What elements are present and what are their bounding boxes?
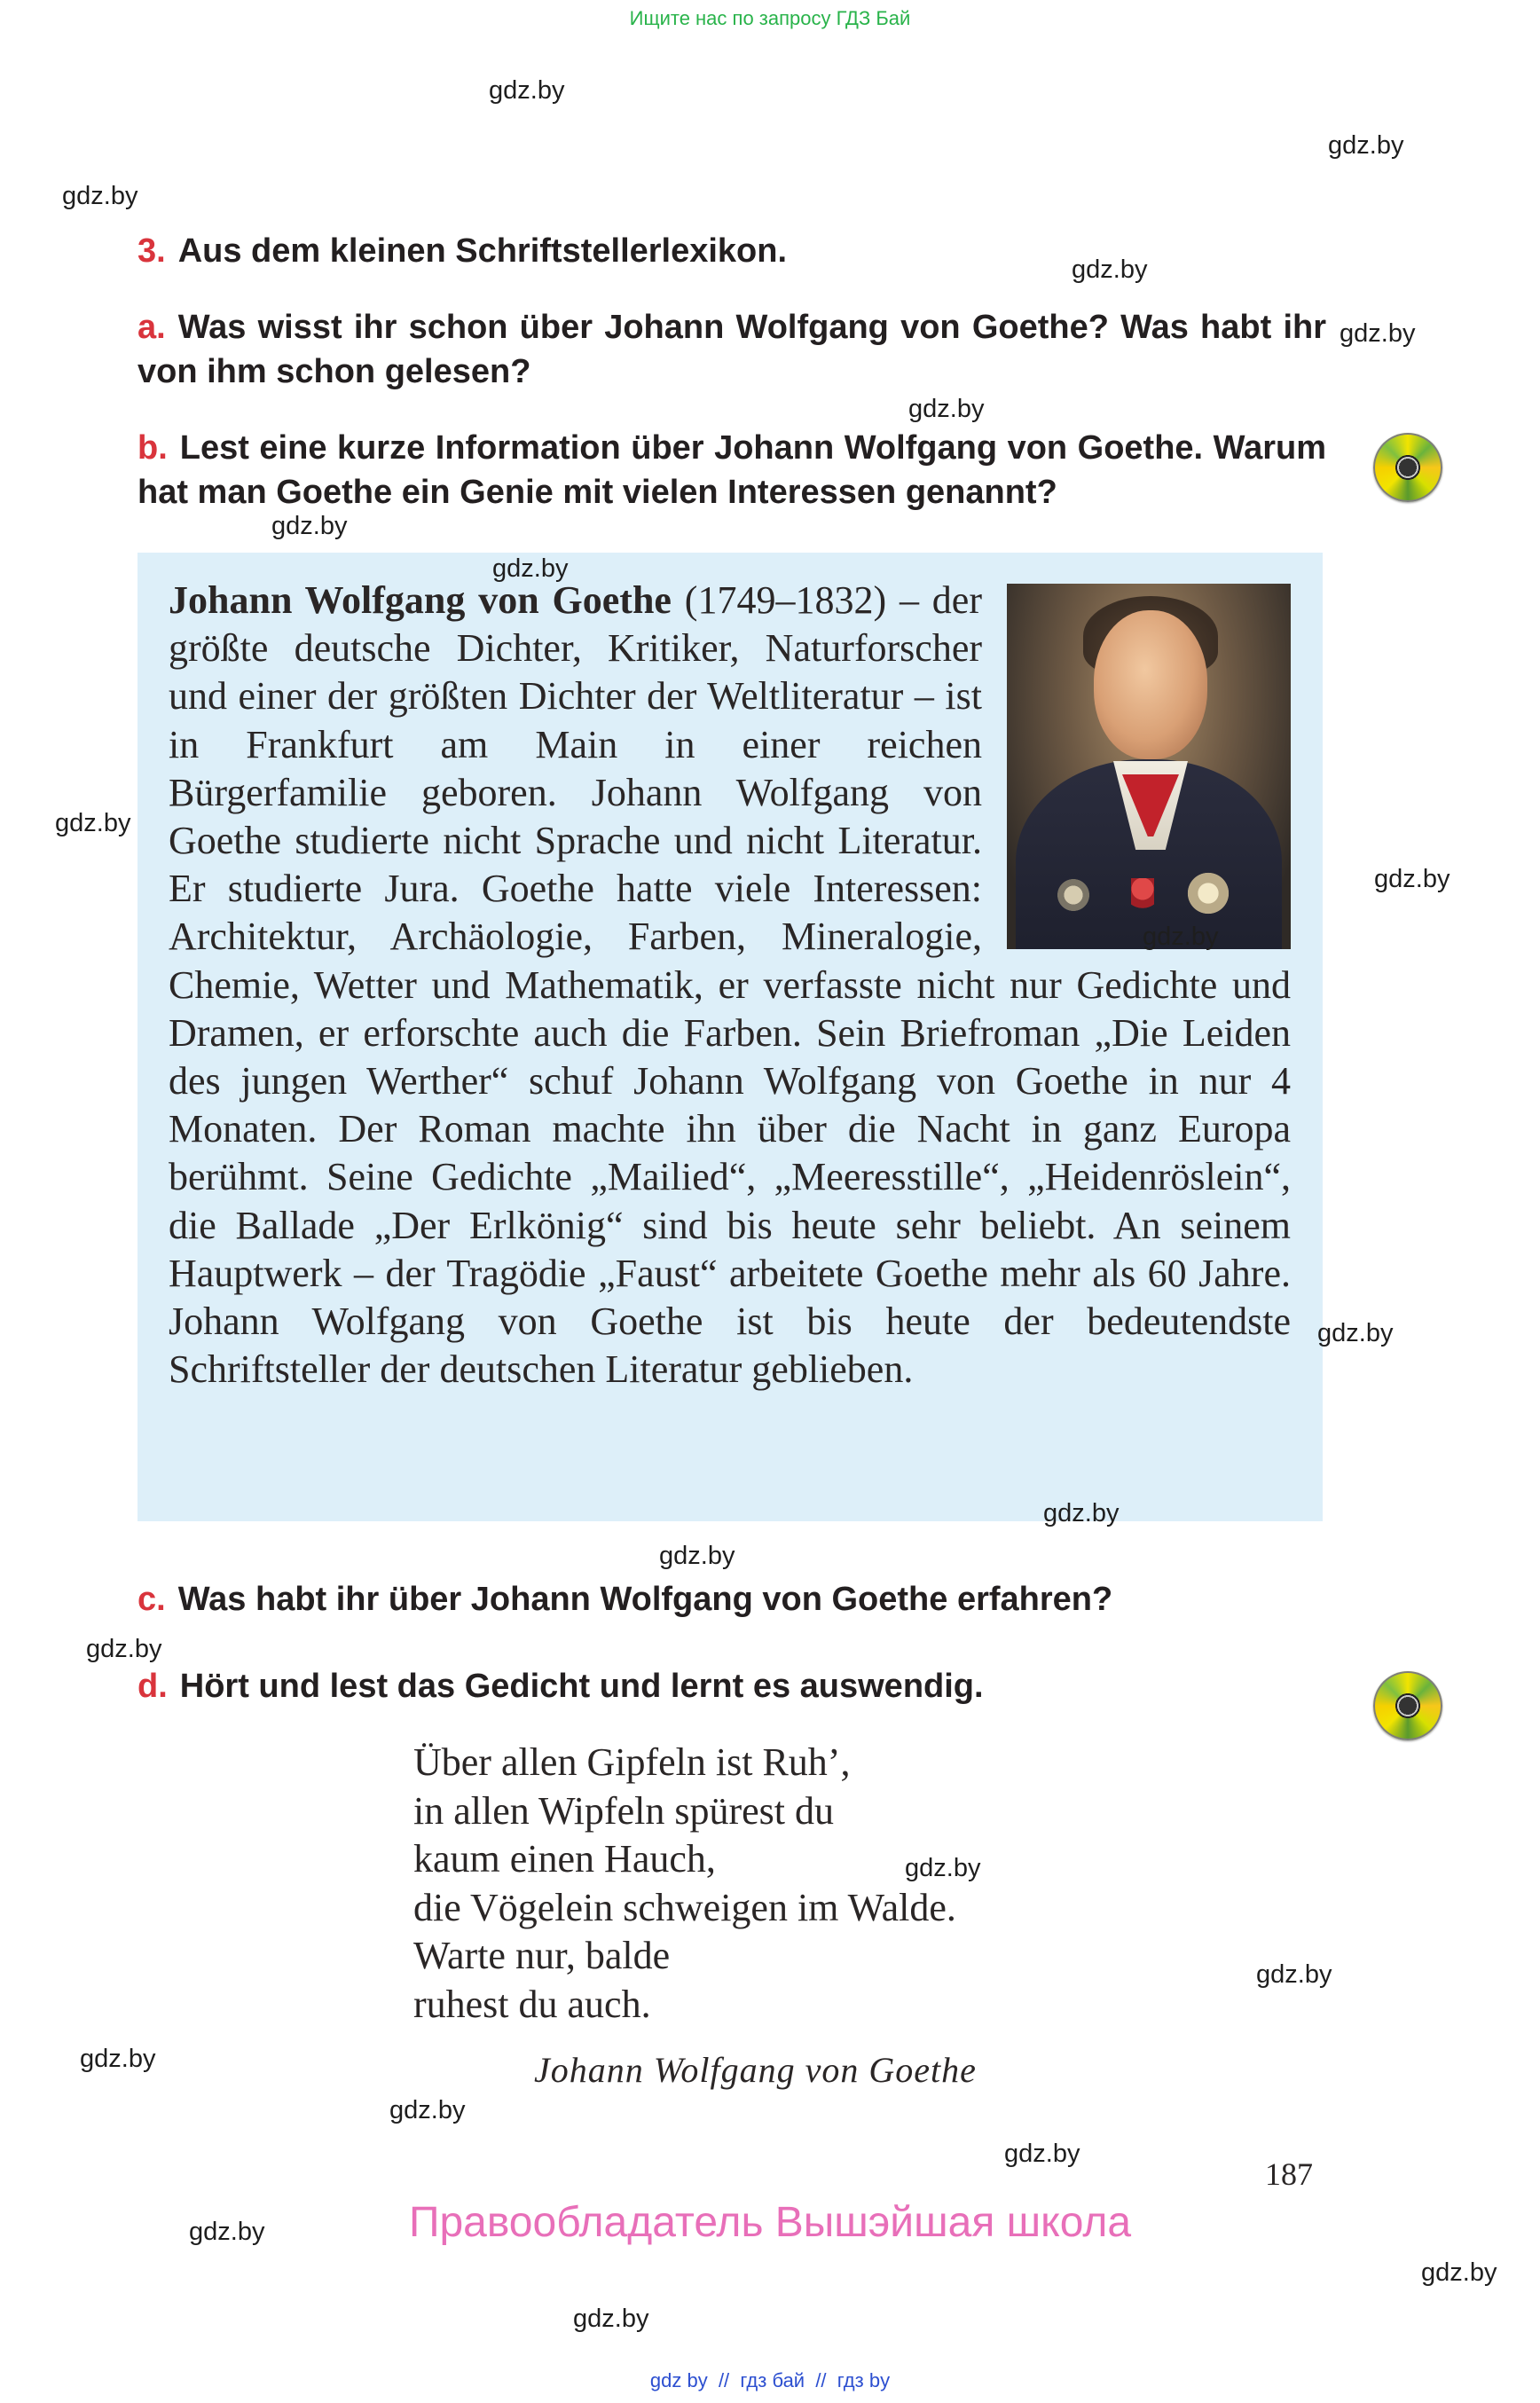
watermark: gdz.by [1004, 2140, 1080, 2168]
poem-line: ruhest du auch. [413, 1982, 651, 2026]
watermark: gdz.by [189, 2218, 265, 2246]
watermark: gdz.by [55, 809, 131, 837]
task-text: Was wisst ihr schon über Johann Wolfgang von Goethe? Was habt ihr von ihm schon gelesen? [138, 309, 1326, 390]
watermark: gdz.by [908, 395, 985, 423]
watermark: gdz.by [905, 1854, 981, 1882]
watermark: gdz.by [492, 554, 569, 583]
watermark: gdz.by [659, 1542, 735, 1570]
audio-cd-icon[interactable] [1373, 1671, 1442, 1740]
watermark: gdz.by [271, 512, 348, 540]
task-text: Aus dem kleinen Schriftstellerlexikon. [177, 232, 788, 270]
task-text: Was habt ihr über Johann Wolfgang von Goethe erfahren? [177, 1581, 1113, 1618]
task-3-heading [138, 229, 1326, 273]
watermark: gdz.by [489, 76, 565, 105]
task-a [138, 305, 1326, 394]
watermark: gdz.by [1317, 1319, 1394, 1347]
watermark: gdz.by [1328, 131, 1404, 160]
watermark: gdz.by [1256, 1960, 1332, 1989]
watermark: gdz.by [1374, 865, 1450, 893]
poem-line: Über allen Gipfeln ist Ruh’, [413, 1740, 851, 1784]
watermark: gdz.by [1421, 2258, 1497, 2287]
task-text: Hört und lest das Gedicht und lernt es auswendig. [179, 1668, 984, 1705]
task-letter: a. [138, 309, 166, 346]
watermark: gdz.by [86, 1635, 162, 1663]
watermark: gdz.by [1143, 923, 1219, 951]
task-letter: d. [138, 1668, 168, 1705]
poem-line: Warte nur, balde [413, 1934, 671, 1977]
watermark: gdz.by [62, 182, 138, 210]
biography-name: Johann Wolfgang von Goethe [169, 578, 672, 622]
task-letter: c. [138, 1581, 166, 1618]
task-text: Lest eine kurze Information über Johann Wolfgang von Goethe. Warum hat man Goethe ein Genie mit vielen Interessen genannt? [138, 429, 1326, 511]
goethe-portrait [1007, 584, 1291, 949]
task-c [138, 1577, 1326, 1622]
poem-line: in allen Wipfeln spürest du [413, 1788, 834, 1833]
watermark: gdz.by [389, 2096, 466, 2124]
bottom-links[interactable]: gdz by // гдз бай // гдз by [649, 2369, 891, 2391]
watermark: gdz.by [1043, 1499, 1120, 1527]
poem-line: kaum einen Hauch, [413, 1837, 716, 1881]
poem-author: Johann Wolfgang von Goethe [534, 2050, 977, 2090]
poem [413, 1739, 1123, 2029]
task-number: 3. [138, 232, 166, 270]
task-b [138, 426, 1326, 514]
task-letter: b. [138, 429, 168, 467]
top-banner[interactable]: Ищите нас по запросу ГДЗ Бай [629, 7, 911, 29]
goethe-biography [169, 577, 1291, 1394]
watermark: gdz.by [80, 2045, 156, 2073]
watermark: gdz.by [573, 2305, 649, 2333]
copyright-holder: Правообладатель Вышэйшая школа [408, 2199, 1132, 2246]
watermark: gdz.by [1072, 255, 1148, 284]
audio-cd-icon[interactable] [1373, 433, 1442, 502]
poem-line: die Vögelein schweigen im Walde. [413, 1885, 956, 1929]
task-d [138, 1664, 1326, 1708]
watermark: gdz.by [1340, 319, 1416, 348]
page-number: 187 [1265, 2156, 1313, 2192]
biography-text: (1749–1832) – der größte deutsche Dichter, Kritiker, Naturforscher und einer der größten Dichter der Weltliteratur – ist in Frankfurt am Main in einer reichen Bürgerfamilie geboren. Johann Wolfgang von Goethe studierte nicht Sprache und nicht Literatur. Er studierte Jura. Goethe hatte viele Interessen: Architektur, Archäologie, Farben, Mineralogie, Chemie, Wetter und Mathematik, er verfasste nicht nur Gedichte und Dramen, er erforschte auch die Farben. Sein Briefroman „Die Leiden des jungen Werther“ schuf Johann Wolfgang von Goethe in nur 4 Monaten. Der Roman machte ihn über die Nacht in ganz Europa berühmt. Seine Gedichte „Mailied“, „Meeresstille“, „Heidenröslein“, die Ballade „Der Erlkönig“ sind bis heute sehr beliebt. An seinem Hauptwerk – der Tragödie „Faust“ arbeitete Goethe mehr als 60 Jahre. Johann Wolfgang von Goethe ist bis heute der bedeutendste Schriftsteller der deutschen Literatur geblieben. [169, 578, 1291, 1392]
